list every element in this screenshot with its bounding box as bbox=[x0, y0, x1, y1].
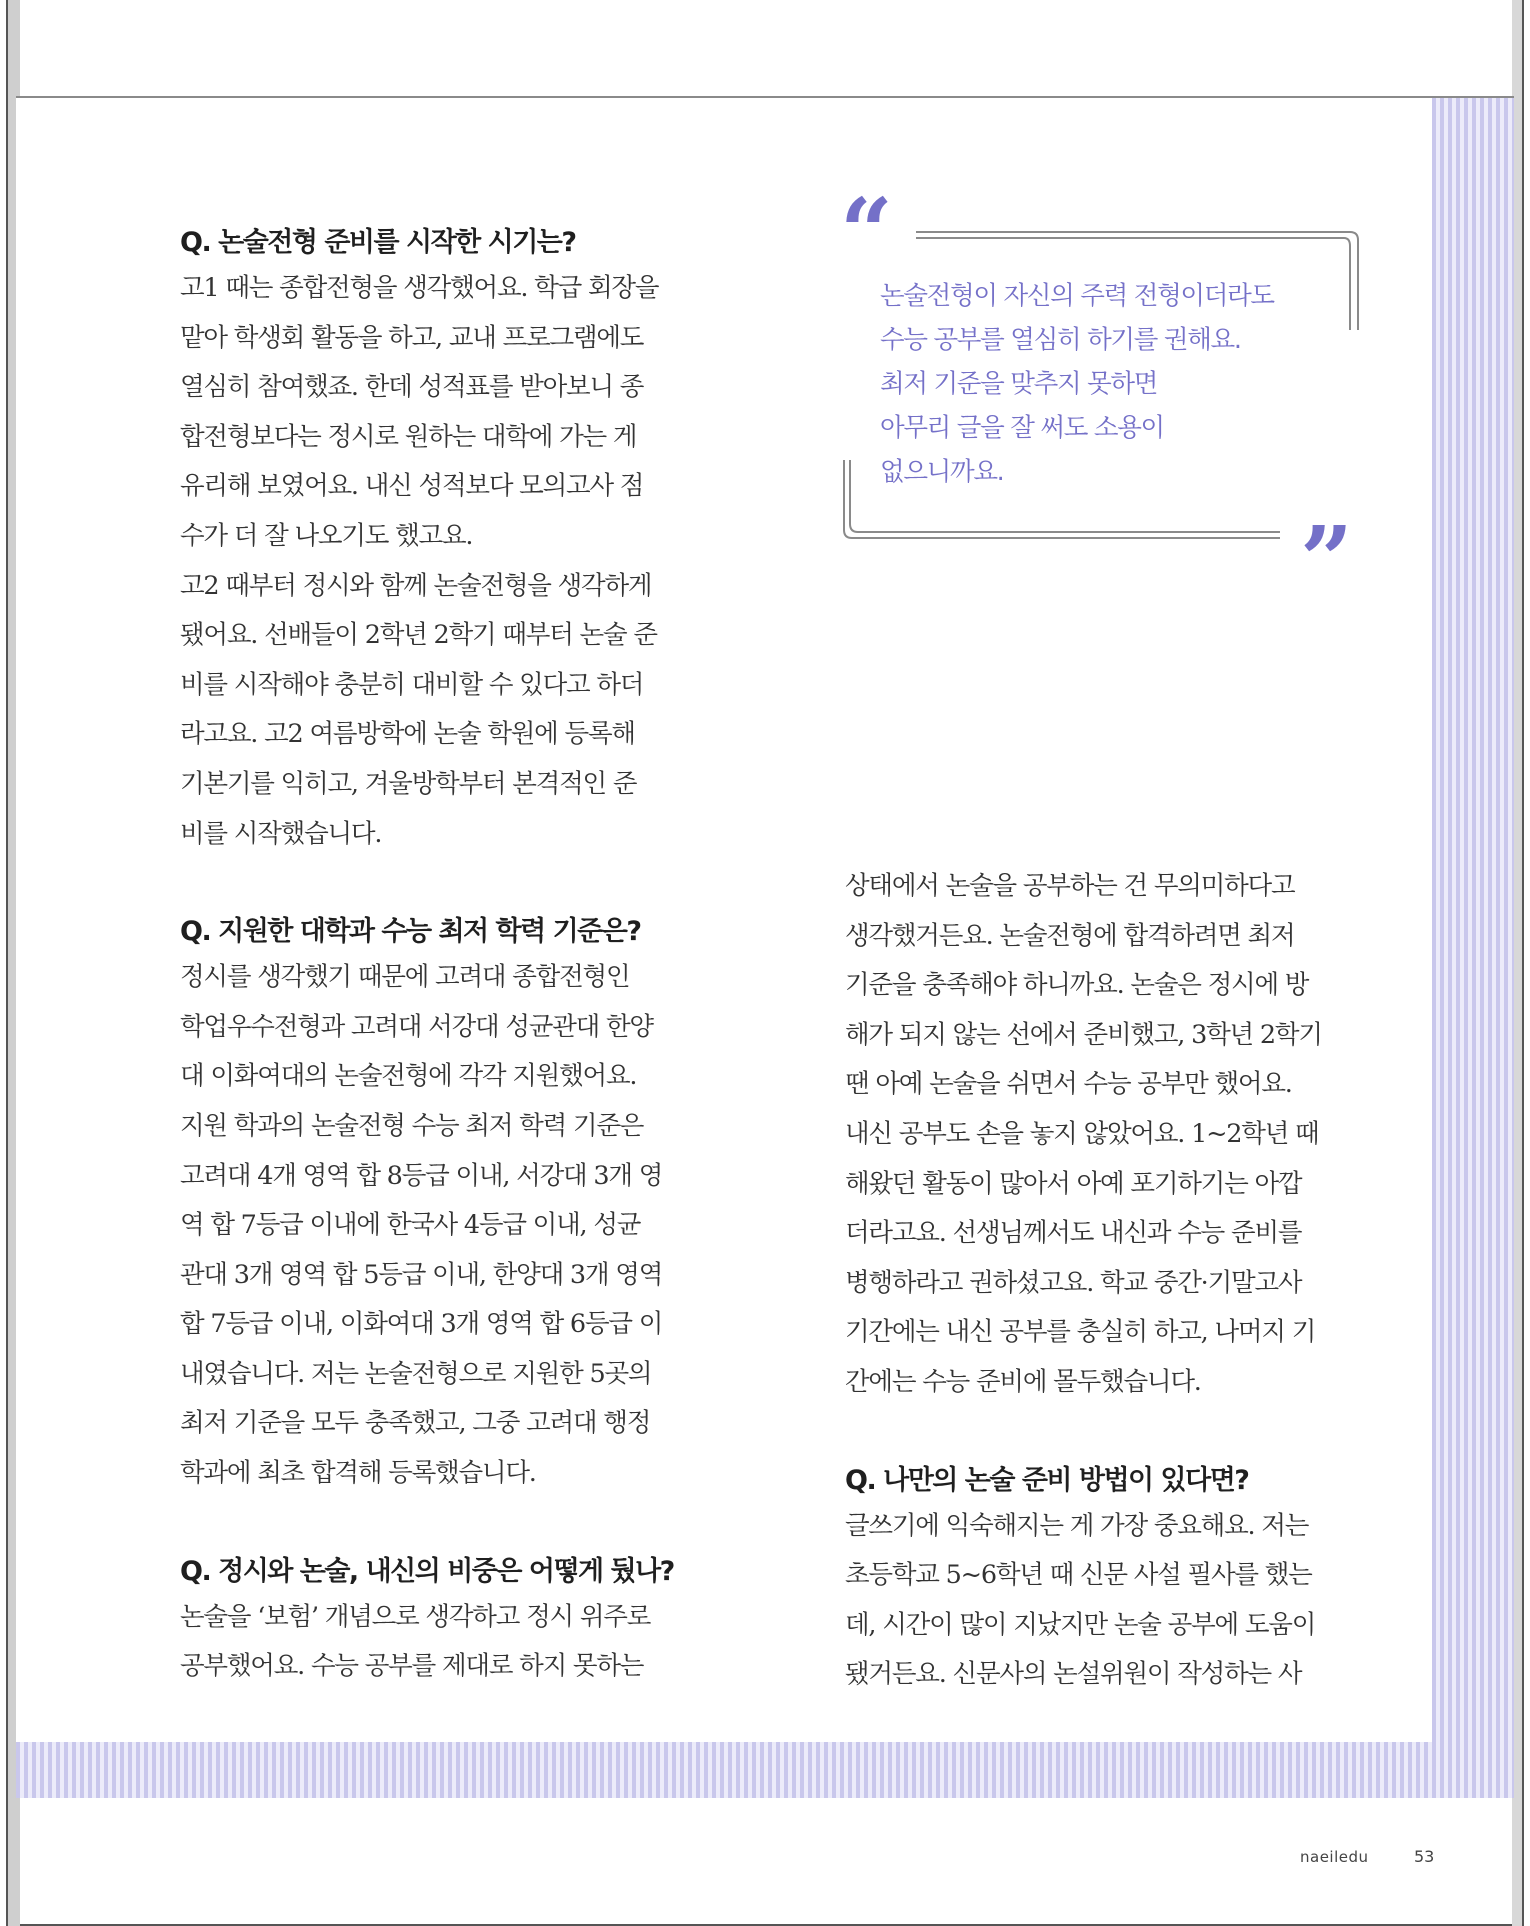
text-line: 정시를 생각했기 때문에 고려대 종합전형인 bbox=[180, 962, 630, 993]
close-quote-icon: ” bbox=[1300, 506, 1353, 614]
question-heading-weighting: Q. 정시와 논술, 내신의 비중은 어떻게 뒀나? bbox=[180, 1555, 674, 1587]
footer-brand: naeiledu bbox=[1300, 1848, 1369, 1866]
decorative-stripe-bottom bbox=[16, 1742, 1514, 1798]
text-line: 공부했어요. 수능 공부를 제대로 하지 못하는 bbox=[180, 1651, 644, 1682]
open-quote-icon: “ bbox=[840, 178, 893, 286]
text-line: 기본기를 익히고, 겨울방학부터 본격적인 준 bbox=[180, 768, 637, 799]
text-line: 수가 더 잘 나오기도 했고요. bbox=[180, 520, 473, 551]
text-line: 상태에서 논술을 공부하는 건 무의미하다고 bbox=[845, 871, 1295, 901]
text-line: 라고요. 고2 여름방학에 논술 학원에 등록해 bbox=[180, 719, 635, 750]
text-line: 생각했거든요. 논술전형에 합격하려면 최저 bbox=[845, 920, 1295, 951]
text-line: 관대 3개 영역 합 5등급 이내, 한양대 3개 영역 bbox=[180, 1259, 663, 1290]
text-line: 내였습니다. 저는 논술전형으로 지원한 5곳의 bbox=[180, 1358, 652, 1389]
text-line: 합 7등급 이내, 이화여대 3개 영역 합 6등급 이 bbox=[180, 1309, 663, 1340]
text-line: 유리해 보였어요. 내신 성적보다 모의고사 점 bbox=[180, 471, 644, 502]
question-heading-method: Q. 나만의 논술 준비 방법이 있다면? bbox=[845, 1464, 1249, 1496]
question-heading-universities: Q. 지원한 대학과 수능 최저 학력 기준은? bbox=[180, 916, 641, 948]
answer-method bbox=[845, 1502, 1365, 1700]
answer-weighting-continued bbox=[845, 862, 1365, 1408]
text-line: 비를 시작해야 충분히 대비할 수 있다고 하더 bbox=[180, 669, 644, 700]
text-line: 데, 시간이 많이 지났지만 논술 공부에 도움이 bbox=[845, 1609, 1316, 1640]
text-line: 고2 때부터 정시와 함께 논술전형을 생각하게 bbox=[180, 570, 652, 601]
quote-line: 최저 기준을 맞추지 못하면 bbox=[880, 369, 1158, 399]
text-line: 논술을 ‘보험’ 개념으로 생각하고 정시 위주로 bbox=[180, 1601, 651, 1632]
text-line: 맡아 학생회 활동을 하고, 교내 프로그램에도 bbox=[180, 322, 644, 353]
quote-text bbox=[880, 274, 1274, 494]
text-line: 내신 공부도 손을 놓지 않았어요. 1~2학년 때 bbox=[845, 1118, 1319, 1149]
left-column bbox=[180, 222, 700, 1692]
text-line: 병행하라고 권하셨고요. 학교 중간·기말고사 bbox=[845, 1267, 1302, 1298]
text-line: 땐 아예 논술을 쉬면서 수능 공부만 했어요. bbox=[845, 1069, 1292, 1100]
page-number: 53 bbox=[1414, 1847, 1435, 1866]
quote-line: 논술전형이 자신의 주력 전형이더라도 bbox=[880, 281, 1274, 311]
text-line: 해왔던 활동이 많아서 아예 포기하기는 아깝 bbox=[845, 1168, 1302, 1199]
text-line: 됐어요. 선배들이 2학년 2학기 때부터 논술 준 bbox=[180, 620, 657, 651]
answer-weighting-start bbox=[180, 1593, 700, 1692]
text-line: 됐거든요. 신문사의 논설위원이 작성하는 사 bbox=[845, 1659, 1302, 1690]
text-line: 학업우수전형과 고려대 서강대 성균관대 한양 bbox=[180, 1011, 653, 1042]
question-heading-start-time: Q. 논술전형 준비를 시작한 시기는? bbox=[180, 227, 576, 258]
quote-line: 없으니까요. bbox=[880, 457, 1004, 487]
pull-quote bbox=[840, 178, 1360, 614]
text-line: 비를 시작했습니다. bbox=[180, 818, 382, 849]
text-line: 학과에 최초 합격해 등록했습니다. bbox=[180, 1458, 536, 1489]
decorative-stripe-right bbox=[1432, 98, 1514, 1798]
text-line: 최저 기준을 모두 충족했고, 그중 고려대 행정 bbox=[180, 1408, 651, 1439]
right-column bbox=[845, 862, 1365, 1700]
text-line: 고1 때는 종합전형을 생각했어요. 학급 회장을 bbox=[180, 273, 659, 303]
text-line: 해가 되지 않는 선에서 준비했고, 3학년 2학기 bbox=[845, 1019, 1322, 1050]
text-line: 기준을 충족해야 하니까요. 논술은 정시에 방 bbox=[845, 970, 1309, 1001]
text-line: 초등학교 5~6학년 때 신문 사설 필사를 했는 bbox=[845, 1560, 1312, 1591]
text-line: 글쓰기에 익숙해지는 게 가장 중요해요. 저는 bbox=[845, 1510, 1309, 1541]
text-line: 고려대 4개 영역 합 8등급 이내, 서강대 3개 영 bbox=[180, 1160, 663, 1191]
text-line: 지원 학과의 논술전형 수능 최저 학력 기준은 bbox=[180, 1110, 644, 1141]
text-line: 더라고요. 선생님께서도 내신과 수능 준비를 bbox=[845, 1218, 1302, 1249]
text-line: 간에는 수능 준비에 몰두했습니다. bbox=[845, 1366, 1201, 1397]
answer-universities bbox=[180, 953, 700, 1499]
text-line: 합전형보다는 정시로 원하는 대학에 가는 게 bbox=[180, 421, 637, 452]
text-line: 대 이화여대의 논술전형에 각각 지원했어요. bbox=[180, 1061, 637, 1092]
quote-line: 아무리 글을 잘 써도 소용이 bbox=[880, 413, 1164, 443]
text-line: 열심히 참여했죠. 한데 성적표를 받아보니 종 bbox=[180, 372, 644, 403]
quote-line: 수능 공부를 열심히 하기를 권해요. bbox=[880, 325, 1241, 355]
text-line: 역 합 7등급 이내에 한국사 4등급 이내, 성균 bbox=[180, 1210, 641, 1241]
text-line: 기간에는 내신 공부를 충실히 하고, 나머지 기 bbox=[845, 1317, 1316, 1348]
answer-start-time bbox=[180, 264, 700, 859]
